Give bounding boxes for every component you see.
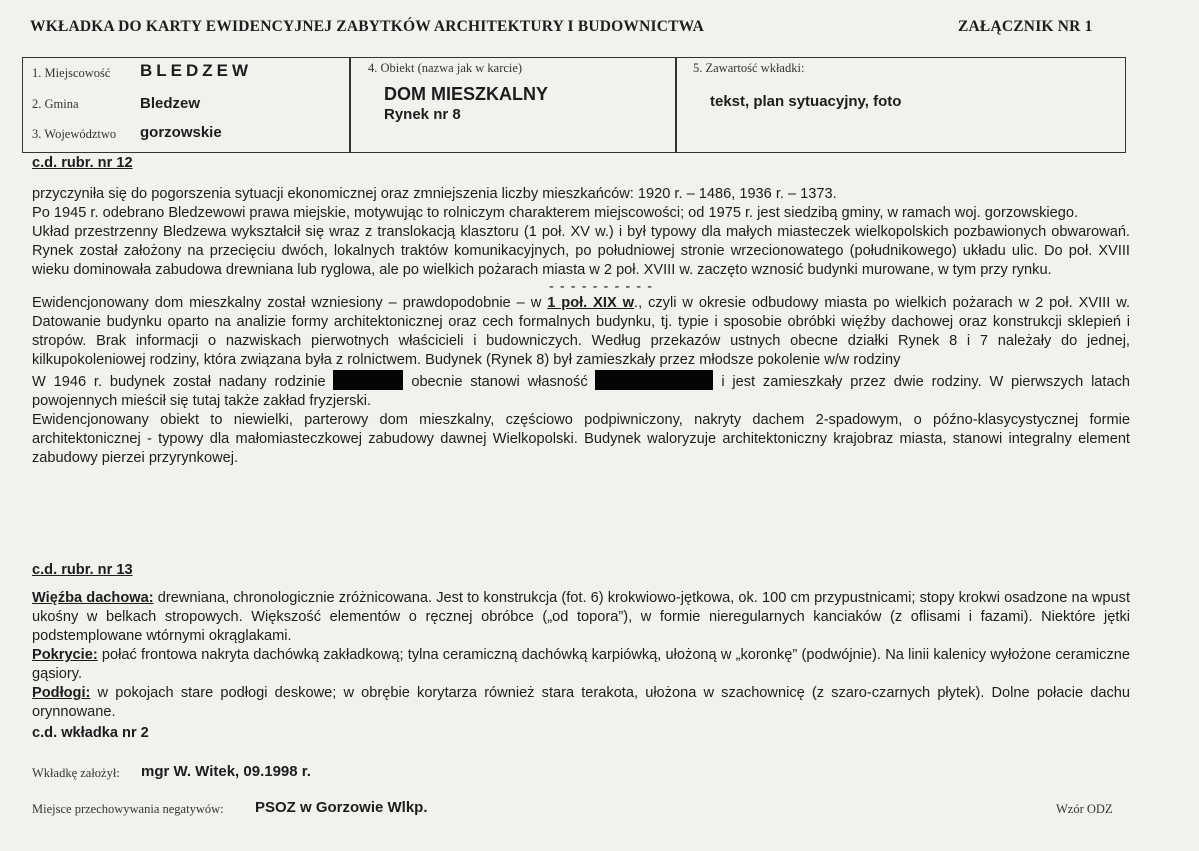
rubr12-body bbox=[32, 185, 1130, 468]
separator: - - - - - - - - - - bbox=[548, 279, 654, 295]
paragraph: Układ przestrzenny Bledzewa wykształcił się wraz z translokacją klasztoru (1 poł. XV w.) i był typowy dla małych miasteczek wielkopolskich pozbawionych obwarowań. Rynek został założony na przecięciu dwóch, lokalnych traktów komunikacyjnych, po południowej stronie wrzecionowatego (południkowego) układu ulic. Do poł. XVIII wieku dominowała zabudowa drewniana lub ryglowa, ale po wielkich pożarach miasta w 2 poł. XVIII w. zaczęto wznosić budynki murowane, w tym przy rynku. bbox=[32, 224, 1130, 278]
obiekt-label: 4. Obiekt (nazwa jak w karcie) bbox=[368, 61, 523, 75]
negatives-value: PSOZ w Gorzowie Wlkp. bbox=[255, 799, 428, 816]
paragraph bbox=[32, 646, 1130, 684]
wojewodztwo-label: 3. Województwo bbox=[32, 127, 117, 141]
paragraph bbox=[32, 294, 1130, 370]
gmina-label: 2. Gmina bbox=[32, 97, 79, 111]
rubr13-body bbox=[32, 589, 1130, 722]
author-label: Wkładkę założył: bbox=[32, 766, 120, 780]
podlogi-label: Podłogi: bbox=[32, 685, 91, 701]
text-segment: W 1946 r. budynek został nadany rodzinie bbox=[32, 374, 326, 390]
text-segment: Ewidencjonowany dom mieszkalny został wzniesiony – prawdopodobnie – w bbox=[32, 295, 548, 311]
paragraph bbox=[32, 370, 1130, 411]
obiekt-value: DOM MIESZKALNY bbox=[384, 84, 548, 104]
negatives-label: Miejsce przechowywania negatywów: bbox=[32, 802, 224, 816]
attachment-number: ZAŁĄCZNIK NR 1 bbox=[958, 18, 1093, 35]
paragraph: Po 1945 r. odebrano Bledzewowi prawa miejskie, motywując to rolniczym charakterem miejscowości; od 1975 r. jest siedzibą gminy, w ramach woj. gorzowskiego. bbox=[32, 205, 1079, 221]
text-segment: ., czyli w okresie odbudowy miasta po wielkich pożarach w 2 poł. XVIII w. Datowanie budynku oparto na analizie formy architektonicznej oraz cech formalnych budynku, tj. typie i sposobie obróbki więźby dachowej oraz konstrukcji sklepień i stropów. Brak informacji o nazwiskach pierwotnych właścicieli i budowniczych. Według przekazów ustnych obecne działki Rynek 8 i 7 należały do jednej, kilkupokoleniowej rodziny, która związana była z rolnictwem. Budynek (Rynek 8) był zamieszkały przez młodsze pokolenie w/w rodziny bbox=[32, 295, 1131, 368]
zawartosc-value: tekst, plan sytuacyjny, foto bbox=[710, 93, 902, 110]
dating-highlight: 1 poł. XIX w bbox=[547, 295, 635, 311]
text-segment: i jest zamieszkały przez dwie rodziny. W pierwszych latach powojennych mieścił się tutaj także zakład fryzjerski. bbox=[32, 374, 1131, 409]
redaction-bar bbox=[333, 370, 403, 390]
redaction-bar bbox=[595, 370, 713, 390]
miejscowosc-label: 1. Miejscowość bbox=[32, 66, 111, 80]
author-value: mgr W. Witek, 09.1998 r. bbox=[141, 763, 311, 780]
obiekt-address: Rynek nr 8 bbox=[384, 106, 461, 123]
paragraph bbox=[32, 589, 1130, 646]
zawartosc-label: 5. Zawartość wkładki: bbox=[693, 61, 805, 75]
paragraph: przyczyniła się do pogorszenia sytuacji ekonomicznej oraz zmniejszenia liczby mieszkańców: 1920 r. – 1486, 1936 r. – 1373. bbox=[32, 186, 837, 202]
text-segment: w pokojach stare podłogi deskowe; w obrębie korytarza również stara terakota, ułożona w szachownicę (z szaro-czarnych płytek). Dolne połacie dachu orynnowane. bbox=[32, 685, 1130, 720]
wiezba-label: Więźba dachowa: bbox=[32, 590, 154, 606]
pokrycie-label: Pokrycie: bbox=[32, 647, 98, 663]
text-segment: połać frontowa nakryta dachówką zakładkową; tylna ceramiczną dachówką karpiówką, ułożoną w „koronkę” (podwójnie). Na linii kalenicy wyłożone ceramiczne gąsiory. bbox=[32, 647, 1130, 682]
section-heading-rubr12: c.d. rubr. nr 12 bbox=[32, 155, 133, 171]
document-title: WKŁADKA DO KARTY EWIDENCYJNEJ ZABYTKÓW ARCHITEKTURY I BUDOWNICTWA bbox=[30, 18, 705, 35]
gmina-value: Bledzew bbox=[140, 95, 201, 112]
section-heading-rubr13: c.d. rubr. nr 13 bbox=[32, 562, 133, 578]
text-segment: drewniana, chronologicznie zróżnicowana. Jest to konstrukcja (fot. 6) krokwiowo-jętkowa, ok. 100 cm przypustnicami; stopy krokwi osadzone na wpust ukośny w belkach stropowych. Większość elementów o ręcznej obróbce („od topora”), w formie nieregularnych kanciaków (z oflisami i fazami). Niektóre jętki podstemplowane wtórnymi okrąglakami. bbox=[32, 590, 1130, 644]
box-divider bbox=[349, 58, 351, 152]
paragraph: Ewidencjonowany obiekt to niewielki, parterowy dom mieszkalny, częściowo podpiwniczony, nakryty dachem 2-spadowym, o późno-klasycystycznej formie architektonicznej - typowy dla małomiasteczkowej zabudowy dawnej Wielkopolski. Budynek waloryzuje architektoniczny krajobraz miasta, stanowi integralny element zabudowy pierzei przyrynkowej. bbox=[32, 412, 1130, 466]
text-segment: obecnie stanowi własność bbox=[411, 374, 588, 390]
continuation-note: c.d. wkładka nr 2 bbox=[32, 725, 149, 741]
paragraph bbox=[32, 684, 1130, 722]
form-id: Wzór ODZ bbox=[1056, 802, 1113, 816]
wojewodztwo-value: gorzowskie bbox=[140, 124, 222, 141]
miejscowosc-value: BLEDZEW bbox=[140, 61, 253, 80]
box-divider bbox=[675, 58, 677, 152]
